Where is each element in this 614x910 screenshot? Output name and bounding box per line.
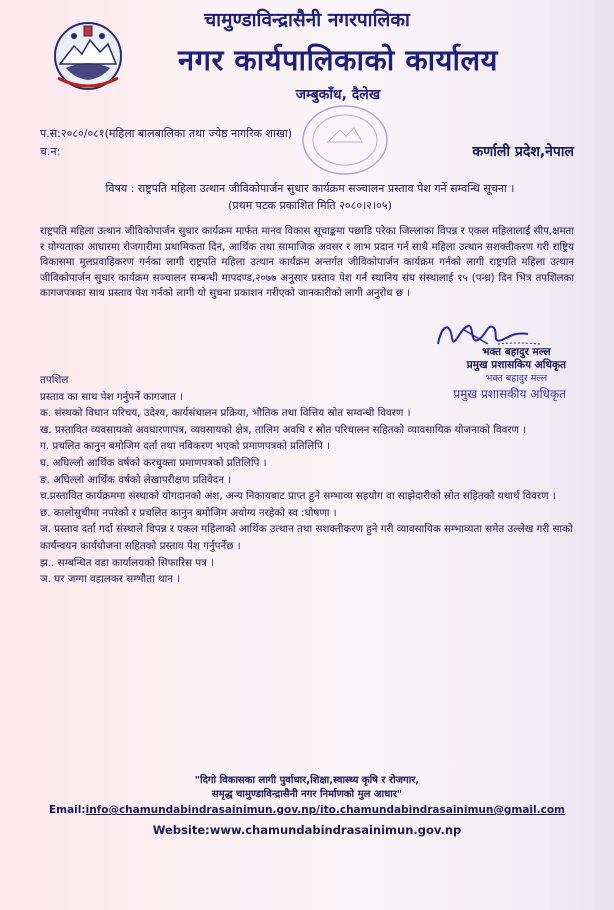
office-seal-stamp: [300, 102, 390, 178]
footer-website[interactable]: Website:www.chamundabindrasainimun.gov.np: [152, 823, 462, 837]
signatory-name: भक्त बहादुर मल्ल: [482, 346, 551, 358]
list-item: छ. कालोसुचीमा नपरेको र प्रचलित कानुन बमोजिम अयोग्य नरहेको स्व :घोषणा ।: [40, 506, 337, 519]
list-item: झ.. सम्बन्धित वडा कार्यालयको सिफारिस पत्र ।: [40, 556, 215, 569]
notice-body-paragraph: राष्ट्रपति महिला उत्थान जीविकोपार्जन सुधार कार्यक्रम मार्फत मानव विकास सूचाङ्कमा पछाडि परेका जिल्लाका विपन्न र एकल महिलालाई सीप,क्षमता र योग्यताका आधारमा रोजगारीमा प्रथामिकता दिन, आर्थिक तथा सामाजिक अवसर र लाभ प्रदान गर्न साथै महिला उत्थान सशक्तीकरण गरी राष्ट्रिय विकासमा मुलप्रवाहिकरण गर्नका लागी राष्ट्रपति महिला उत्थान कार्यक्रम अन्तर्गत जीविकोपार्जन कार्यक्रम गर्नको लागी राष्ट्रपति महिला उत्थान जीविकोपार्जन सुधार कार्यक्रम सञ्चालन सम्बन्धी मापदण्ड,२०७७ अनुसार प्रस्ताव पेश गर्न स्थानिय संघ संस्थालाई १५ (पन्ध्र) दिन भित्र तपशिलका कागजपत्रका साथ प्रस्ताव पेश गर्नको लागी यो सुचना प्रकाशन गरीएको जानकारीको लागी अनुरोध छ ।: [40, 226, 574, 299]
list-item: च.प्रस्तावित कार्यक्रममा संस्थाको योगदानको अंश, अन्य निकायबाट प्राप्त हुने सम्भाव्य सहयोग वा साझेदारीको स्रोत सहितको यथार्थ विवरण ।: [40, 490, 556, 503]
list-item: घ. अघिल्लो आर्थिक वर्षको करचुक्ता प्रमाणपत्रको प्रतिलिपि ।: [40, 456, 267, 469]
signatory-stamp-title: प्रमुख प्रशासकीय अधिकृत: [453, 387, 566, 401]
list-item: ञ. घर जग्गा वहालकर सम्भौता थान ।: [40, 573, 181, 586]
email-link[interactable]: info@chamundabindrasainimun.gov.np/ito.chamundabindrasainimun@gmail.com: [85, 804, 565, 816]
office-title: नगर कार्यपालिकाको कार्यालय: [178, 43, 498, 77]
province-name: कर्णाली प्रदेश,नेपाल: [472, 144, 574, 160]
annex-intro: प्रस्ताव का साथ पेश गर्नुपर्ने कागजात ।: [40, 390, 183, 403]
annex-heading: तपशिल: [40, 374, 69, 386]
email-label: Email:: [48, 804, 86, 816]
footer-email: [0, 804, 614, 816]
list-item: ज. प्रस्ताव दर्ता गर्दा संस्थाले विपन्न र एकल महिलाको आर्थिक उत्थान तथा सशक्तीकरण हुने गरी व्यावसायिक सम्भाव्यता समेत उल्लेख गरी साको कार्यन्वयन कार्ययोजना सहितको प्रस्ताव पेश गर्नुपर्नेछ ।: [40, 523, 573, 552]
annex-section: [40, 372, 580, 588]
dispatch-number: च.न:: [40, 145, 61, 158]
slogan-line-2: समृद्ध चामुण्डाविन्द्रासैनी नगर निर्माणको मुल आधार": [211, 789, 403, 800]
reference-number: प.स:२०८०/०८१(महिला बालबालिका तथा ज्येष्ठ नागरिक शाखा): [40, 127, 293, 140]
municipality-name: चामुण्डाविन्द्रासैनी नगरपालिका: [204, 9, 410, 31]
subject-block: [40, 180, 580, 214]
slogan-line-1: "दिगो विकासका लागी पुर्वाधार,शिक्षा,स्वास्थ्य कृषि र रोजगार,: [194, 775, 420, 786]
list-item: ख. प्रस्तावित व्यवसायको अवधारणापत्र, व्यवसायको क्षेत्र, तालिम अवधि र स्रोत परिचालन सहितको व्यावसायिक योजनाको विवरण ।: [40, 423, 527, 436]
list-item: ङ. अघिल्लो आर्थिक वर्षको लेखापरीक्षण प्रतिवेदन ।: [40, 473, 232, 486]
footer-slogan: [0, 774, 614, 802]
office-address: जम्बुकाँध, दैलेख: [295, 87, 381, 103]
subject-line: विषय : राष्ट्रपति महिला उत्थान जीविकोपार्जन सुधार कार्यक्रम सञ्चालन प्रस्ताव पेश गर्ने सम्वन्धि सूचना ।: [105, 182, 515, 195]
list-item: ग. प्रचलित कानुन बमोजिम दर्ता तथा नविकरण भएको प्रमाणपत्रको प्रतिलिपि ।: [40, 440, 330, 453]
publication-date: (प्रथम पटक प्रकाशित मिति २०८०।२।०५): [228, 199, 392, 212]
signatory-title: प्रमुख प्रशासकिय अधिकृत: [466, 359, 566, 371]
signatory-stamp-name: भक्त बहादुर मल्ल: [485, 373, 548, 384]
list-item: क. संस्थको विधान परिचय, उदेश्य, कार्यसंचालन प्रक्रिया, भौतिक तथा वित्तिय स्रोत सम्वन्धी विवरण ।: [40, 407, 411, 420]
